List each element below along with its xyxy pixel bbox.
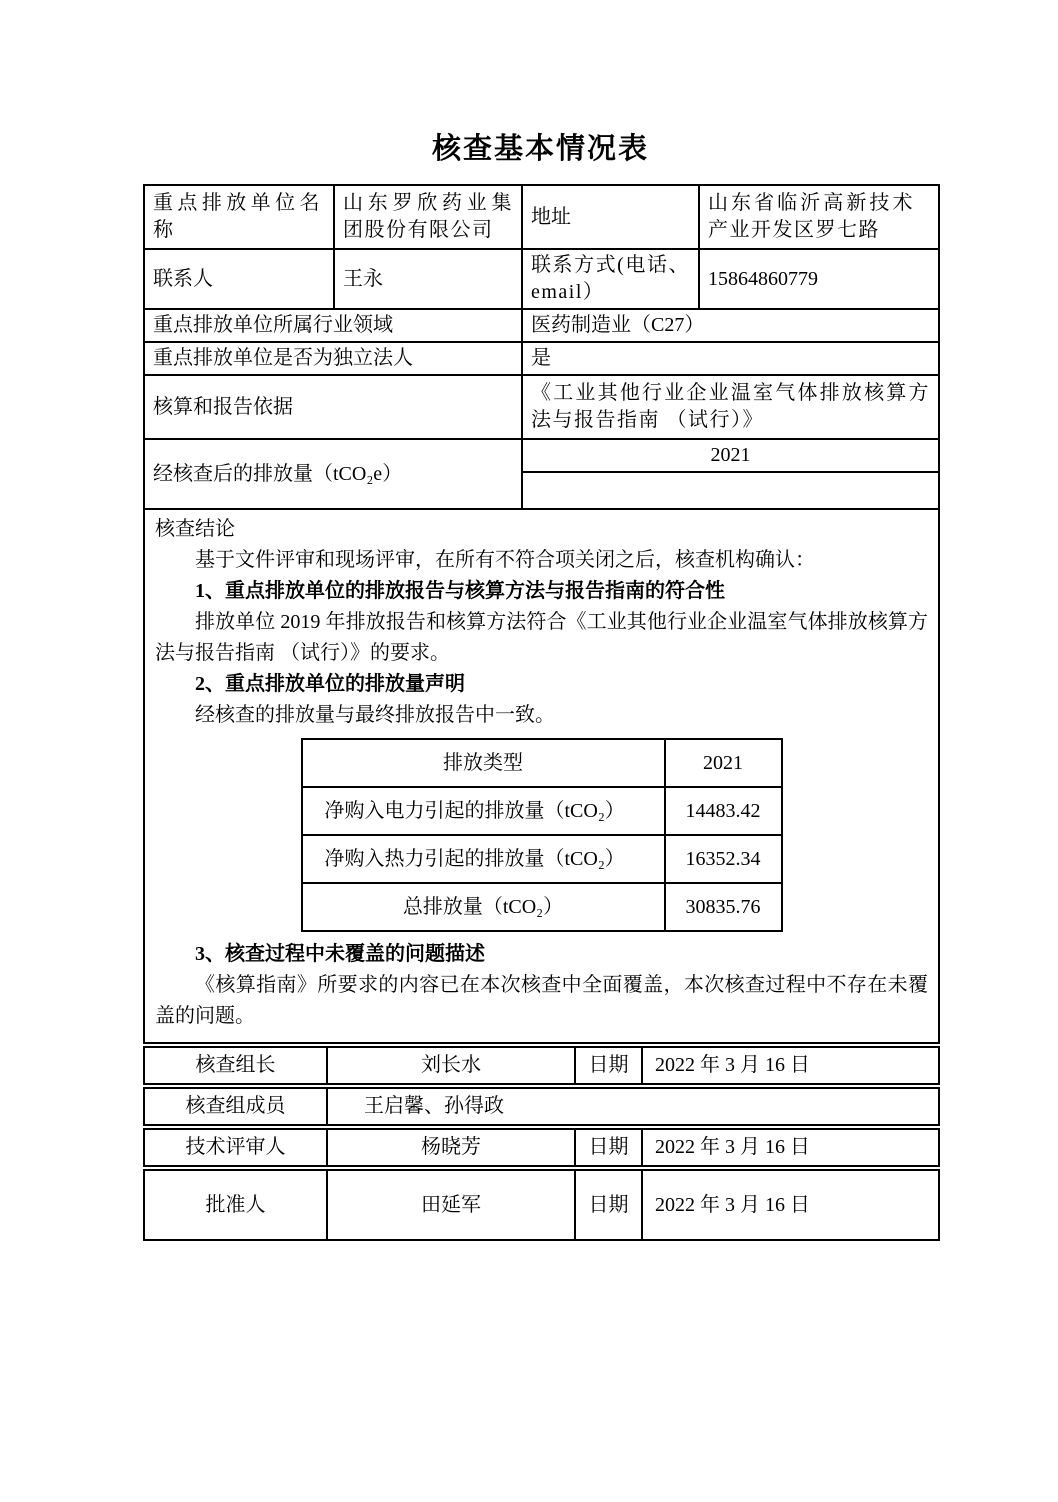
table-row [144,439,939,472]
contact-method-label: 联系方式(电话、email） [522,249,699,309]
conclusion-point3-body: 《核算指南》所要求的内容已在本次核查中全面覆盖，本次核查过程中不存在未覆盖的问题。 [155,974,928,1027]
signature-row [144,1047,939,1084]
signature-date: 2022 年 3 月 16 日 [642,1170,939,1240]
table-row [144,185,939,249]
emissions-type: 总排放量（tCO₂） [302,883,665,931]
emissions-row-total [302,883,782,931]
conclusion-point2-body: 经核查的排放量与最终排放报告中一致。 [195,704,555,726]
conclusion-point1-title: 1、重点排放单位的排放报告与核算方法与报告指南的符合性 [195,580,725,602]
page-content [143,126,938,1241]
emissions-type-header: 排放类型 [302,739,665,787]
signature-name: 刘长水 [327,1047,575,1084]
table-row [144,375,939,439]
emissions-year-header: 2021 [665,739,782,787]
org-name-label: 重点排放单位名称 [144,185,334,249]
emissions-row-heat [302,835,782,883]
signature-table-reviewer [143,1128,940,1167]
conclusion-cell [144,509,939,1043]
signature-name: 田延军 [327,1170,575,1240]
emissions-value: 14483.42 [665,787,782,835]
conclusion-point3-title: 3、核查过程中未覆盖的问题描述 [195,943,485,965]
verified-emission-year: 2021 [522,439,939,472]
emissions-value: 30835.76 [665,883,782,931]
contact-value: 王永 [334,249,522,309]
emissions-type: 净购入热力引起的排放量（tCO₂） [302,835,665,883]
signature-table-members [143,1087,940,1126]
signature-date: 2022 年 3 月 16 日 [642,1047,939,1084]
table-row [144,309,939,342]
contact-method-value: 15864860779 [699,249,939,309]
signature-name: 杨晓芳 [327,1129,575,1166]
signature-row [144,1088,939,1125]
signature-date-label: 日期 [575,1129,642,1166]
conclusion-point1-body: 排放单位 2019 年排放报告和核算方法符合《工业其他行业企业温室气体排放核算方法与报告指南 （试行）》的要求。 [155,611,928,664]
page-title: 核查基本情况表 [431,133,649,165]
conclusion-heading: 核查结论 [155,518,235,540]
legal-entity-label: 重点排放单位是否为独立法人 [144,342,522,375]
emissions-table [301,738,783,932]
verified-emission-value [522,472,939,509]
basis-label: 核算和报告依据 [144,375,522,439]
basis-value: 《工业其他行业企业温室气体排放核算方法与报告指南 （试行）》 [522,375,939,439]
signature-row [144,1170,939,1240]
table-row [144,249,939,309]
signature-name: 王启馨、孙得政 [327,1088,939,1125]
signature-date-label: 日期 [575,1170,642,1240]
table-row [144,342,939,375]
industry-label: 重点排放单位所属行业领域 [144,309,522,342]
signature-role: 批准人 [144,1170,327,1240]
signature-date-label: 日期 [575,1047,642,1084]
address-label: 地址 [522,185,699,249]
emissions-header-row [302,739,782,787]
signature-role: 核查组长 [144,1047,327,1084]
conclusion-point2-title: 2、重点排放单位的排放量声明 [195,673,465,695]
industry-value: 医药制造业（C27） [522,309,939,342]
signature-row [144,1129,939,1166]
contact-label: 联系人 [144,249,334,309]
signature-table-leader [143,1046,940,1085]
conclusion-intro: 基于文件评审和现场评审，在所有不符合项关闭之后，核查机构确认： [195,549,815,571]
signature-role: 技术评审人 [144,1129,327,1166]
signature-date: 2022 年 3 月 16 日 [642,1129,939,1166]
signature-table-approver [143,1169,940,1241]
emissions-value: 16352.34 [665,835,782,883]
emissions-row-electricity [302,787,782,835]
org-name-value: 山东罗欣药业集团股份有限公司 [334,185,522,249]
address-value: 山东省临沂高新技术产业开发区罗七路 [699,185,939,249]
emissions-type: 净购入电力引起的排放量（tCO₂） [302,787,665,835]
info-table [143,184,940,1044]
signature-role: 核查组成员 [144,1088,327,1125]
legal-entity-value: 是 [522,342,939,375]
verified-emission-label: 经核查后的排放量（tCO₂e） [144,439,522,509]
table-row [144,509,939,1043]
